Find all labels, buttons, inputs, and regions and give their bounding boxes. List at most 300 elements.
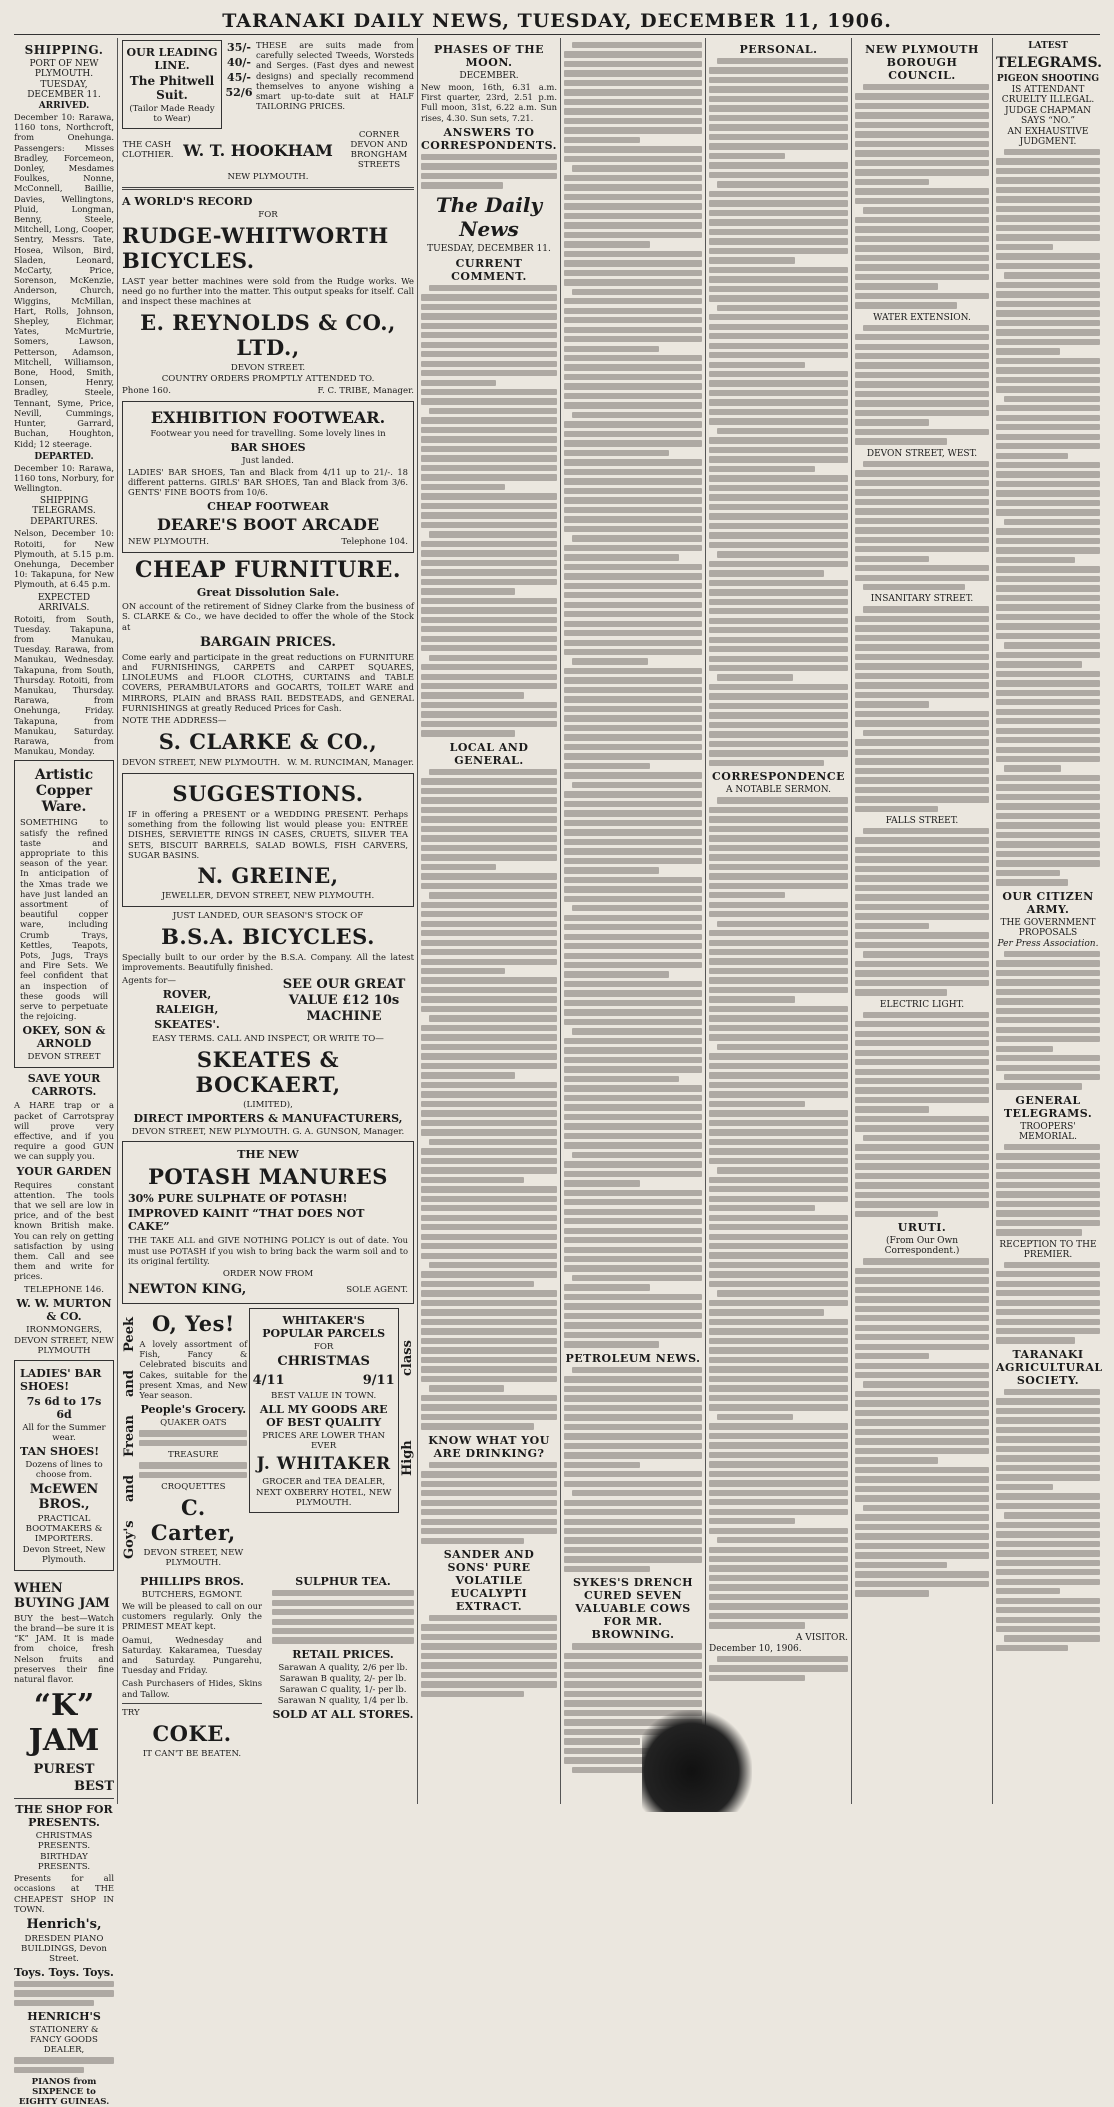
text-line bbox=[421, 692, 524, 698]
column-rule bbox=[560, 38, 561, 1804]
text-line bbox=[1004, 1074, 1100, 1080]
text-line bbox=[709, 854, 848, 860]
text-line bbox=[996, 1271, 1100, 1277]
text-line bbox=[564, 355, 702, 361]
text-line bbox=[996, 661, 1082, 667]
text-line bbox=[421, 778, 557, 784]
text-line bbox=[709, 238, 848, 244]
text-line bbox=[996, 623, 1100, 629]
council-lines bbox=[855, 84, 989, 309]
text-line bbox=[855, 391, 989, 397]
text-line bbox=[996, 737, 1100, 743]
furniture-text: ON account of the retirement of Sidney Clarke from the business of S. CLARKE & Co., we have decided to offer the whole of the Stock at bbox=[122, 601, 414, 632]
clarke-manager: W. M. RUNCIMAN, Manager. bbox=[287, 758, 414, 769]
reynolds-name: E. REYNOLDS & CO., LTD., bbox=[140, 309, 396, 360]
text-line bbox=[855, 1363, 989, 1369]
answers-heading: ANSWERS TO CORRESPONDENTS. bbox=[421, 125, 557, 152]
text-line bbox=[421, 1414, 557, 1420]
text-line bbox=[996, 557, 1075, 563]
text-line bbox=[855, 635, 989, 641]
text-line bbox=[709, 807, 848, 813]
text-line bbox=[709, 1613, 848, 1619]
text-line bbox=[996, 310, 1100, 316]
text-line bbox=[996, 263, 1100, 269]
text-line bbox=[709, 542, 848, 548]
text-line bbox=[996, 500, 1100, 506]
murton-telephone: TELEPHONE 146. bbox=[24, 1284, 104, 1295]
text-line bbox=[855, 400, 989, 406]
text-line bbox=[421, 1167, 557, 1173]
suggestions-ad bbox=[122, 773, 414, 907]
shop-heading: THE SHOP FOR PRESENTS. bbox=[15, 1803, 113, 1830]
text-line bbox=[855, 913, 989, 919]
ink-blot bbox=[642, 1710, 752, 1812]
text-line bbox=[709, 1262, 848, 1268]
text-line bbox=[564, 564, 702, 570]
text-line bbox=[855, 682, 989, 688]
text-line bbox=[996, 1579, 1100, 1585]
text-line bbox=[709, 1148, 848, 1154]
text-line bbox=[709, 599, 848, 605]
text-line bbox=[429, 769, 557, 775]
pigeon-lines bbox=[996, 149, 1100, 886]
text-line bbox=[855, 1097, 989, 1103]
local-general-heading: LOCAL AND GENERAL. bbox=[449, 740, 529, 767]
text-line bbox=[709, 286, 848, 292]
text-line bbox=[855, 1277, 989, 1283]
text-line bbox=[855, 701, 929, 707]
text-line bbox=[709, 949, 848, 955]
carrots-heading: SAVE YOUR CARROTS. bbox=[27, 1072, 101, 1099]
council-heading: NEW PLYMOUTH BOROUGH COUNCIL. bbox=[865, 43, 979, 82]
text-line bbox=[421, 788, 557, 794]
text-line bbox=[564, 1452, 702, 1458]
text-line bbox=[421, 702, 557, 708]
text-line bbox=[996, 803, 1100, 809]
text-line bbox=[709, 968, 848, 974]
rudge-for: FOR bbox=[258, 210, 278, 220]
text-line bbox=[855, 961, 989, 967]
text-line bbox=[855, 226, 989, 232]
garden-text: Requires constant attention. The tools that we sell are low in price, and of the best known British make. You can rely on getting satisfaction by using them. Call and see them and write for prices. bbox=[14, 1179, 114, 1282]
troopers-lines bbox=[996, 1144, 1100, 1236]
text-line bbox=[996, 756, 1100, 762]
text-line bbox=[421, 807, 557, 813]
pigeon-heading: PIGEON SHOOTING bbox=[996, 74, 1100, 84]
text-line bbox=[855, 1476, 989, 1482]
henrich-sub-2: STATIONERY & FANCY GOODS DEALER, bbox=[29, 2025, 99, 2056]
sole-agent: SOLE AGENT. bbox=[346, 1284, 408, 1295]
text-line bbox=[996, 320, 1100, 326]
text-line bbox=[996, 699, 1100, 705]
potash-sub: 30% PURE SULPHATE OF POTASH! bbox=[128, 1192, 348, 1206]
text-line bbox=[709, 750, 848, 756]
text-line bbox=[709, 124, 848, 130]
text-line bbox=[709, 608, 848, 614]
text-line bbox=[709, 390, 848, 396]
text-line bbox=[564, 194, 702, 200]
potash-text: THE TAKE ALL and GIVE NOTHING POLICY is out of date. You must use POTASH if you wish to bring back the warm soil and to its original fertility. bbox=[128, 1235, 408, 1266]
text-line bbox=[421, 1205, 557, 1211]
text-line bbox=[996, 870, 1060, 876]
exhibition-footwear-ad bbox=[122, 401, 414, 554]
carter-name: C. Carter, bbox=[150, 1495, 236, 1546]
text-line bbox=[421, 474, 557, 480]
text-line bbox=[863, 951, 989, 957]
text-line bbox=[564, 402, 702, 408]
text-line bbox=[855, 1021, 989, 1027]
whitaker-sub: GROCER and TEA DEALER, bbox=[262, 1477, 386, 1488]
text-line bbox=[564, 279, 702, 285]
skeates-name: SKEATES & BOCKAERT, bbox=[195, 1047, 341, 1098]
suggestions-text: IF in offering a PRESENT or a WEDDING PRESENT. Perhaps something from the following list would please you: ENTREE DISHES, SERVIETTE RINGS IN CASES, CRUETS, SILVER TEA SETS, BISCUIT BARRELS, SALAD BOWLS, FISH CARVERS, SUGAR BASINS. bbox=[128, 809, 408, 860]
agent-raleigh: RALEIGH, bbox=[155, 1003, 219, 1017]
text-line bbox=[709, 143, 848, 149]
reynolds-phone: Phone 160. bbox=[122, 385, 171, 396]
text-line bbox=[1004, 765, 1061, 771]
text-line bbox=[564, 592, 702, 598]
text-line bbox=[709, 1575, 848, 1581]
text-line bbox=[564, 696, 702, 702]
leading-line-title: OUR LEADING LINE. bbox=[126, 46, 218, 72]
column-rule bbox=[705, 38, 706, 1804]
text-line bbox=[709, 996, 795, 1002]
text-line bbox=[709, 1490, 848, 1496]
text-line bbox=[709, 1499, 848, 1505]
text-line bbox=[996, 671, 1100, 677]
just-landed: Just landed. bbox=[242, 455, 294, 466]
text-line bbox=[564, 51, 702, 57]
reception-premier: RECEPTION TO THE PREMIER. bbox=[999, 1239, 1097, 1260]
text-line bbox=[421, 1500, 557, 1506]
phillips-text: We will be pleased to call on our customers regularly. Only the PRIMEST MEAT kept. bbox=[122, 1601, 262, 1632]
text-line bbox=[564, 1237, 702, 1243]
text-line bbox=[855, 932, 989, 938]
text-line bbox=[709, 229, 848, 235]
hookham-address: NEW PLYMOUTH. bbox=[227, 172, 309, 182]
text-line bbox=[709, 77, 848, 83]
text-line bbox=[421, 1053, 557, 1059]
text-line bbox=[709, 1186, 848, 1192]
text-line bbox=[996, 1446, 1100, 1452]
text-line bbox=[709, 1461, 848, 1467]
text-line bbox=[709, 940, 848, 946]
text-line bbox=[564, 554, 679, 560]
text-line bbox=[564, 478, 702, 484]
text-line bbox=[855, 302, 957, 308]
divider bbox=[122, 1703, 262, 1704]
try-label: TRY bbox=[122, 1707, 140, 1718]
text-line bbox=[855, 1211, 938, 1217]
text-line bbox=[564, 820, 702, 826]
text-line bbox=[572, 412, 702, 418]
text-line bbox=[996, 1191, 1100, 1197]
henrich-name: Henrich's, bbox=[26, 1916, 102, 1932]
text-line bbox=[1004, 1512, 1100, 1518]
text-line bbox=[709, 1215, 848, 1221]
text-line bbox=[564, 1462, 640, 1468]
text-line bbox=[996, 1065, 1100, 1071]
departed-heading: DEPARTED. bbox=[34, 451, 94, 462]
agents-label: Agents for— bbox=[122, 976, 176, 987]
text-line bbox=[564, 791, 702, 797]
text-line bbox=[429, 1462, 557, 1468]
text-line bbox=[564, 640, 702, 646]
text-line bbox=[421, 294, 557, 300]
text-line bbox=[996, 690, 1100, 696]
text-lines bbox=[139, 1430, 247, 1446]
text-line bbox=[421, 1357, 557, 1363]
text-line bbox=[996, 784, 1100, 790]
text-line bbox=[855, 1419, 989, 1425]
local-general-lines bbox=[421, 769, 557, 1430]
text-line bbox=[709, 589, 848, 595]
text-line bbox=[996, 1046, 1053, 1052]
exhibition-text: LADIES' BAR SHOES, Tan and Black from 4/11 up to 21/-. 18 different patterns. GIRLS' BAR SHOES, Tan and Black from 3/6. GENTS' FINE BOOTS from 10/6. bbox=[128, 466, 408, 498]
text-line bbox=[855, 508, 989, 514]
whitaker-address: NEXT OXBERRY HOTEL, NEW PLYMOUTH. bbox=[255, 1488, 392, 1509]
text-line bbox=[855, 787, 989, 793]
text-line bbox=[709, 883, 848, 889]
text-line bbox=[855, 344, 989, 350]
text-line bbox=[709, 1177, 848, 1183]
christmas: CHRISTMAS bbox=[277, 1354, 370, 1370]
tan-text: Dozens of lines to choose from. bbox=[25, 1459, 103, 1480]
text-line bbox=[564, 1228, 702, 1234]
text-line bbox=[429, 408, 557, 414]
jam-when-buying: WHEN BUYING JAM bbox=[14, 1580, 110, 1611]
text-line bbox=[564, 507, 702, 513]
text-line bbox=[855, 264, 989, 270]
text-line bbox=[855, 274, 989, 280]
text-line bbox=[709, 693, 848, 699]
text-line bbox=[709, 1072, 848, 1078]
text-line bbox=[996, 1503, 1100, 1509]
text-line bbox=[855, 1438, 989, 1444]
text-line bbox=[709, 1243, 848, 1249]
text-line bbox=[996, 1474, 1100, 1480]
column-telegrams bbox=[996, 40, 1103, 1806]
text-line bbox=[996, 1210, 1100, 1216]
text-line bbox=[996, 196, 1100, 202]
text-line bbox=[564, 298, 702, 304]
garden-heading: YOUR GARDEN bbox=[16, 1164, 112, 1178]
text-line bbox=[421, 569, 557, 575]
price-3: 45/- bbox=[227, 71, 251, 84]
closing-lines bbox=[709, 1656, 848, 1681]
phillips-name: PHILLIPS BROS. bbox=[140, 1575, 244, 1589]
text-line bbox=[855, 527, 989, 533]
text-line bbox=[564, 1000, 702, 1006]
retail-prices: RETAIL PRICES. bbox=[292, 1647, 394, 1661]
text-line bbox=[421, 826, 557, 832]
text-line bbox=[564, 364, 702, 370]
text-line bbox=[421, 313, 557, 319]
high-class-side bbox=[400, 1308, 414, 1508]
text-line bbox=[564, 317, 702, 323]
reynolds-manager: F. C. TRIBE, Manager. bbox=[317, 385, 414, 396]
text-line bbox=[717, 1290, 848, 1296]
text-line bbox=[996, 1201, 1100, 1207]
text-line bbox=[709, 1404, 848, 1410]
text-line bbox=[996, 348, 1060, 354]
text-line bbox=[996, 747, 1100, 753]
text-line bbox=[996, 547, 1100, 553]
sander-lines bbox=[421, 1615, 557, 1697]
text-line bbox=[855, 198, 989, 204]
text-line bbox=[421, 1025, 557, 1031]
text-line bbox=[709, 257, 795, 263]
text-line bbox=[709, 1556, 848, 1562]
phillips-ad bbox=[122, 1573, 262, 1760]
clarke-name: S. CLARKE & CO., bbox=[158, 729, 378, 755]
ladies-price: 7s 6d to 17s 6d bbox=[26, 1394, 102, 1421]
text-line bbox=[564, 1691, 702, 1697]
text-line bbox=[709, 977, 848, 983]
text-line bbox=[1004, 1144, 1100, 1150]
sander-heading: SANDER AND SONS' PURE VOLATILE EUCALYPTI EXTRACT. bbox=[443, 1547, 535, 1613]
text-line bbox=[421, 1224, 557, 1230]
text-line bbox=[709, 1528, 848, 1534]
text-line bbox=[996, 490, 1100, 496]
side-word-3: Frean bbox=[122, 1415, 137, 1458]
text-line bbox=[421, 304, 557, 310]
text-line bbox=[709, 1053, 848, 1059]
best-value: BEST VALUE IN TOWN. bbox=[271, 1391, 377, 1402]
text-line bbox=[421, 512, 557, 518]
text-line bbox=[564, 1047, 702, 1053]
text-line bbox=[855, 1325, 989, 1331]
oyes-text: A lovely assortment of Fish, Fancy & Celebrated biscuits and Cakes, suitable for the present Xmas, and New Year season. bbox=[139, 1339, 248, 1401]
text-line bbox=[429, 1262, 557, 1268]
bar-shoes: BAR SHOES bbox=[230, 440, 306, 454]
text-line bbox=[1004, 519, 1100, 525]
text-line bbox=[429, 1139, 557, 1145]
text-line bbox=[421, 854, 557, 860]
text-line bbox=[709, 1376, 848, 1382]
text-line bbox=[564, 1085, 702, 1091]
k-jam-brand: “K” JAM bbox=[28, 1688, 100, 1759]
text-line bbox=[1004, 642, 1100, 648]
text-line bbox=[996, 1281, 1100, 1287]
text-line bbox=[429, 1385, 504, 1391]
text-line bbox=[996, 301, 1100, 307]
quaker-oats: QUAKER OATS bbox=[160, 1418, 227, 1429]
citizen-army-heading: OUR CITIZEN ARMY. bbox=[1002, 889, 1094, 916]
text-line bbox=[564, 488, 702, 494]
text-line bbox=[429, 655, 557, 661]
text-line bbox=[863, 1012, 989, 1018]
coke-title: COKE. bbox=[152, 1720, 232, 1746]
text-line bbox=[564, 715, 702, 721]
text-line bbox=[429, 285, 557, 291]
text-line bbox=[572, 1028, 702, 1034]
text-line bbox=[564, 516, 702, 522]
text-line bbox=[421, 664, 557, 670]
side-word-4: and bbox=[122, 1370, 137, 1398]
text-line bbox=[564, 232, 702, 238]
text-line bbox=[709, 1015, 848, 1021]
text-line bbox=[855, 112, 989, 118]
text-line bbox=[1004, 396, 1100, 402]
text-line bbox=[709, 1319, 848, 1325]
text-line bbox=[572, 1643, 702, 1649]
text-line bbox=[855, 1069, 989, 1075]
text-line bbox=[855, 885, 989, 891]
text-line bbox=[429, 1015, 557, 1021]
rudge-text: LAST year better machines were sold from the Rudge works. We need go no further into the matter. This output speaks for itself. Call and inspect these machines at bbox=[122, 276, 414, 307]
kainit: IMPROVED KAINIT “THAT DOES NOT CAKE” bbox=[128, 1207, 365, 1234]
text-line bbox=[855, 188, 989, 194]
text-line bbox=[572, 165, 702, 171]
text-line bbox=[855, 625, 989, 631]
text-line bbox=[996, 187, 1100, 193]
text-line bbox=[855, 1078, 989, 1084]
text-line bbox=[421, 607, 557, 613]
column-rule bbox=[117, 38, 118, 1804]
phitwell-ad bbox=[122, 40, 414, 129]
daily-news-masthead: The Daily News bbox=[435, 192, 543, 241]
tan-shoes-title: TAN SHOES! bbox=[20, 1444, 100, 1458]
text-line bbox=[996, 1229, 1082, 1235]
text-line bbox=[709, 418, 848, 424]
text-line bbox=[996, 415, 1100, 421]
suggestions-title: SUGGESTIONS. bbox=[172, 781, 364, 807]
sulphur-tea: SULPHUR TEA. bbox=[295, 1575, 391, 1589]
text-line bbox=[996, 614, 1100, 620]
text-line bbox=[855, 293, 989, 299]
phillips-cash: Cash Purchasers of Hides, Skins and Tallow. bbox=[122, 1678, 262, 1699]
text-line bbox=[421, 1063, 557, 1069]
text-line bbox=[996, 1083, 1082, 1089]
text-line bbox=[564, 1142, 702, 1148]
text-line bbox=[564, 1199, 702, 1205]
text-line bbox=[564, 308, 702, 314]
sarawan-tea-ad bbox=[272, 1573, 414, 1723]
text-line bbox=[709, 409, 848, 415]
clarke-address: DEVON STREET, NEW PLYMOUTH. bbox=[122, 758, 281, 769]
text-line bbox=[996, 851, 1100, 857]
text-line bbox=[709, 864, 848, 870]
text-line bbox=[709, 1509, 848, 1515]
text-line bbox=[421, 332, 557, 338]
text-line bbox=[709, 1385, 848, 1391]
text-line bbox=[996, 832, 1100, 838]
text-line bbox=[1004, 1262, 1100, 1268]
text-line bbox=[709, 741, 848, 747]
copper-ware-text: SOMETHING to satisfy the refined taste and appropriate to this season of the year. In anticipation of the Xmas trade we have just landed an assortment of beautiful copper ware, including Crumb Trays, Kettles, Teapots, Pots, Jugs, Trays and Fire Sets. We feel confident that an inspection of these goods will serve to perpetuate the rejoicing. bbox=[20, 817, 108, 1022]
text-line bbox=[709, 561, 848, 567]
text-line bbox=[564, 1509, 702, 1515]
text-line bbox=[855, 1543, 989, 1549]
text-line bbox=[996, 1220, 1100, 1226]
text-line bbox=[421, 588, 515, 594]
text-line bbox=[421, 1653, 557, 1659]
text-line bbox=[564, 734, 702, 740]
text-line bbox=[709, 835, 848, 841]
text-line bbox=[421, 883, 557, 889]
text-line bbox=[855, 856, 989, 862]
departures-heading: DEPARTURES. bbox=[30, 517, 98, 528]
text-line bbox=[572, 658, 648, 664]
exhaustive-line: AN EXHAUSTIVE JUDGMENT. bbox=[1007, 127, 1089, 147]
citizen-lines bbox=[996, 951, 1100, 1090]
text-line bbox=[421, 1215, 557, 1221]
text-line bbox=[996, 566, 1100, 572]
agricultural-lines bbox=[996, 1389, 1100, 1651]
text-line bbox=[996, 358, 1100, 364]
text-lines bbox=[139, 1462, 247, 1478]
